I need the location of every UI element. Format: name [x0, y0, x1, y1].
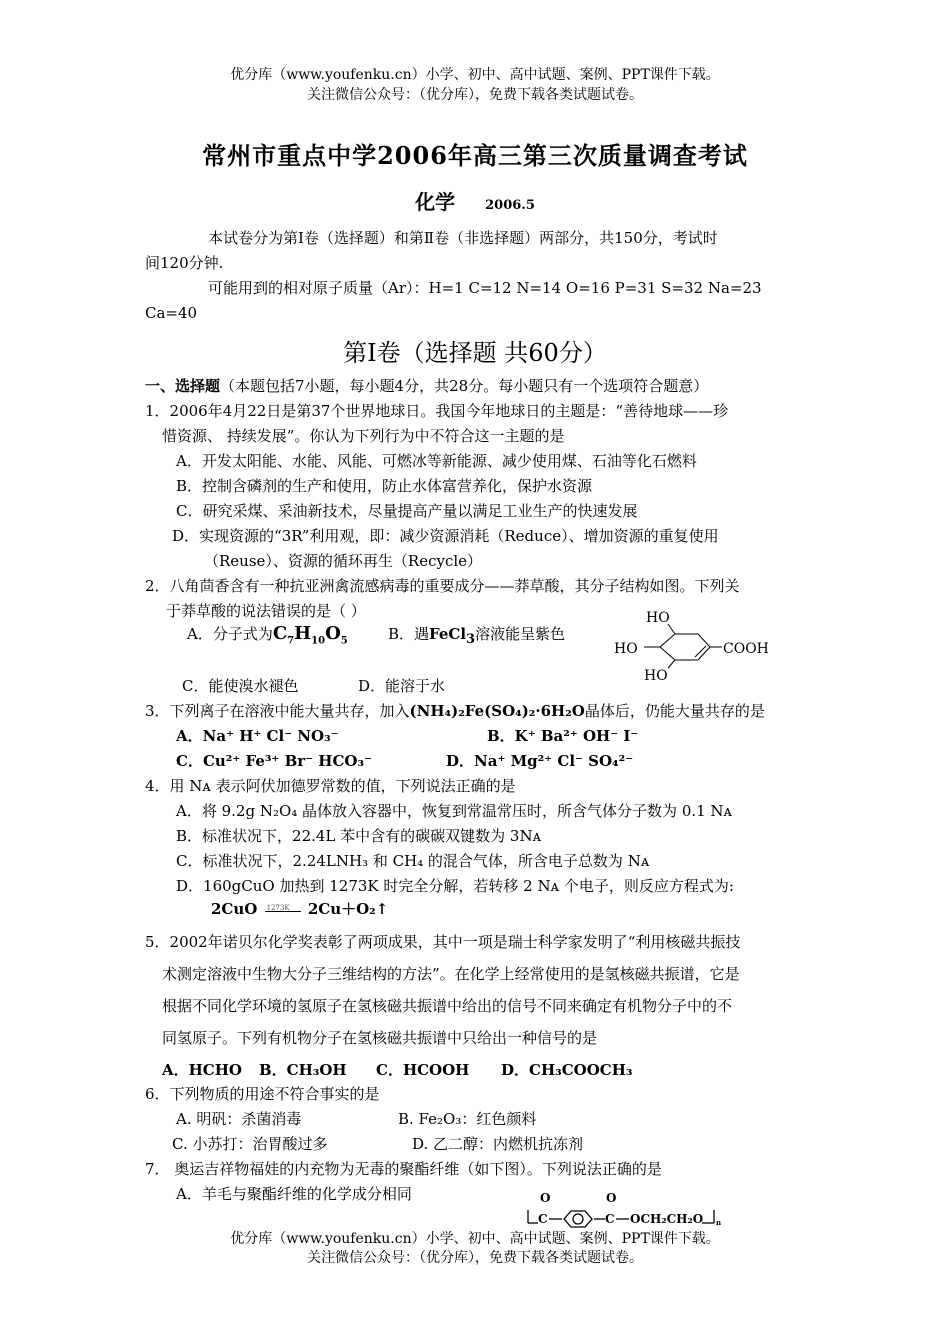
q3-option-c: C．Cu²⁺ Fe³⁺ Br⁻ HCO₃⁻	[176, 752, 372, 770]
footer-line-1: 优分库（www.youfenku.cn）小学、初中、高中试题、案例、PPT课件下载。	[230, 1231, 720, 1247]
subject: 化学	[415, 190, 456, 214]
q5-line-2: 术测定溶液中生物大分子三维结构的方法”。在化学上经常使用的是氢核磁共振谱，它是	[162, 965, 740, 983]
q4-equation	[211, 899, 388, 919]
q5-option-d: D．CH₃COOCH₃	[501, 1061, 633, 1079]
q6-option-a: A. 明矾：杀菌消毒	[176, 1110, 302, 1128]
poly-o-2: O	[606, 1191, 617, 1205]
poly-c-1: C	[538, 1212, 548, 1226]
q1-option-d-2: （Reuse）、资源的循环再生（Recycle）	[204, 552, 483, 570]
intro-line-2: 间120分钟.	[145, 254, 224, 272]
struct-ho-3: HO	[644, 668, 668, 684]
q1-option-c: C．研究采煤、采油新技术，尽量提高产量以满足工业生产的快速发展	[176, 502, 638, 520]
q4-option-d: D．160gCuO 加热到 1273K 时完全分解，若转移 2 Nᴀ 个电子，则反应方程式为:	[176, 877, 734, 895]
q2-line-2: 于莽草酸的说法错误的是（ ）	[166, 602, 366, 620]
q3-option-b: B．K⁺ Ba²⁺ OH⁻ I⁻	[487, 727, 639, 745]
header-line-2: 关注微信公众号：（优分库），免费下载各类试题试卷。	[307, 87, 643, 103]
q2-option-b	[388, 624, 565, 650]
q3-line-1	[145, 701, 765, 721]
q1-line-1: 1．2006年4月22日是第37个世界地球日。我国今年地球日的主题是：“善待地球——珍	[145, 402, 729, 420]
q5-line-3: 根据不同化学环境的氢原子在氢核磁共振谱中给出的信号不同来确定有机物分子中的不	[162, 997, 733, 1015]
q2-a-f3: 10	[311, 635, 326, 647]
q5-option-b: B．CH₃OH	[259, 1061, 347, 1079]
struct-ring	[644, 624, 722, 668]
q3-suffix: 晶体后，仍能大量共存的是	[584, 702, 765, 720]
intro-line-3: 可能用到的相对原子质量（Ar）：H=1 C=12 N=14 O=16 P=31 S=32 Na=23	[208, 279, 762, 297]
poly-n: n	[716, 1218, 722, 1227]
q6-option-d: D. 乙二醇：内燃机抗冻剂	[412, 1135, 584, 1153]
q4-option-b: B．标准状况下，22.4L 苯中含有的碳碳双键数为 3Nᴀ	[176, 827, 542, 845]
q2-option-c: C．能使溴水褪色	[182, 677, 299, 695]
q6-option-c: C. 小苏打：治胃酸过多	[172, 1135, 328, 1153]
intro-line-4: Ca=40	[145, 304, 198, 322]
q2-a-f1: 7	[287, 635, 295, 647]
section-intro-rest: （本题包括7小题，每小题4分，共28分。每小题只有一个选项符合题意）	[220, 377, 709, 395]
q2-b-prefix: B．遇	[388, 625, 430, 643]
q2-option-a	[187, 624, 348, 652]
q4-option-a: A．将 9.2g N₂O₄ 晶体放入容器中，恢复到常温常压时，所含气体分子数为 0.1 Nᴀ	[176, 802, 733, 820]
section-title: 第Ⅰ卷（选择题 共60分）	[343, 339, 607, 367]
q3-option-a: A．Na⁺ H⁺ Cl⁻ NO₃⁻	[176, 727, 339, 745]
q2-a-f0: C	[272, 623, 288, 644]
section-intro	[145, 376, 708, 396]
q6-line-1: 6．下列物质的用途不符合事实的是	[145, 1085, 380, 1103]
struct-ho-1: HO	[646, 610, 670, 626]
q4-option-c: C．标准状况下，2.24LNH₃ 和 CH₄ 的混合气体，所含电子总数为 Nᴀ	[176, 852, 650, 870]
polyester-structure	[518, 1188, 728, 1232]
q2-line-1: 2．八角茴香含有一种抗亚洲禽流感病毒的重要成分——莽草酸，其分子结构如图。下列关	[145, 577, 740, 595]
q2-a-f4: O	[325, 623, 341, 644]
intro-line-1: 本试卷分为第Ⅰ卷（选择题）和第Ⅱ卷（非选择题）两部分，共150分，考试时	[208, 229, 718, 247]
q7-line-1: 7． 奥运吉祥物福娃的内充物为无毒的聚酯纤维（如下图）。下列说法正确的是	[145, 1160, 662, 1178]
struct-ho-2: HO	[614, 641, 638, 657]
q3-salt: (NH₄)₂Fe(SO₄)₂·6H₂O	[409, 702, 585, 720]
page-title: 常州市重点中学2006年高三第三次质量调查考试	[202, 141, 748, 170]
struct-cooh: COOH	[723, 641, 769, 657]
q4-eq-condition: 1273K	[266, 904, 290, 912]
exam-date: 2006.5	[485, 198, 535, 213]
poly-tail: OCH₂CH₂O	[630, 1212, 704, 1226]
q5-option-c: C．HCOOH	[376, 1061, 470, 1079]
q1-line-2: 惜资源、 持续发展”。你认为下列行为中不符合这一主题的是	[162, 427, 565, 445]
q6-option-b: B. Fe₂O₃：红色颜料	[398, 1110, 537, 1128]
subject-line	[0, 186, 950, 215]
q2-b-f0: FeCl	[429, 625, 467, 643]
q5-line-4: 同氢原子。下列有机物分子在氢核磁共振谱中只给出一种信号的是	[162, 1029, 598, 1047]
header-line-1: 优分库（www.youfenku.cn）小学、初中、高中试题、案例、PPT课件下载。	[230, 67, 720, 83]
q7-option-a: A．羊毛与聚酯纤维的化学成分相同	[176, 1185, 412, 1203]
q2-a-prefix: A．分子式为	[187, 625, 273, 643]
q1-option-b: B．控制含磷剂的生产和使用，防止水体富营养化，保护水资源	[176, 477, 593, 495]
q2-a-f5: 5	[340, 635, 348, 647]
q4-line-1: 4．用 Nᴀ 表示阿伏加德罗常数的值，下列说法正确的是	[145, 777, 516, 795]
poly-c-2: C	[605, 1212, 615, 1226]
q5-option-a: A．HCHO	[162, 1061, 242, 1079]
q4-eq-left: 2CuO	[211, 900, 258, 918]
q1-option-d-1: D．实现资源的“3R”利用观，即：减少资源消耗（Reduce）、增加资源的重复使用	[172, 527, 719, 545]
q2-a-f2: H	[294, 623, 312, 644]
q1-option-a: A．开发太阳能、水能、风能、可燃冰等新能源、减少使用煤、石油等化石燃料	[176, 452, 697, 470]
footer-line-2: 关注微信公众号：（优分库），免费下载各类试题试卷。	[307, 1250, 643, 1266]
q5-line-1: 5．2002年诺贝尔化学奖表彰了两项成果，其中一项是瑞士科学家发明了“利用核磁共振技	[145, 933, 741, 951]
shikimic-acid-structure	[610, 606, 790, 684]
q2-b-f1: 3	[466, 632, 476, 647]
q2-b-suffix: 溶液能呈紫色	[475, 625, 566, 643]
q3-prefix: 3．下列离子在溶液中能大量共存，加入	[145, 702, 410, 720]
poly-o-1: O	[540, 1191, 551, 1205]
q4-eq-arrow	[263, 902, 303, 918]
q3-option-d: D．Na⁺ Mg²⁺ Cl⁻ SO₄²⁻	[446, 752, 634, 770]
q4-eq-right: 2Cu＋O₂↑	[307, 900, 389, 918]
q2-option-d: D．能溶于水	[358, 677, 446, 695]
section-intro-head: 一、选择题	[145, 377, 221, 395]
